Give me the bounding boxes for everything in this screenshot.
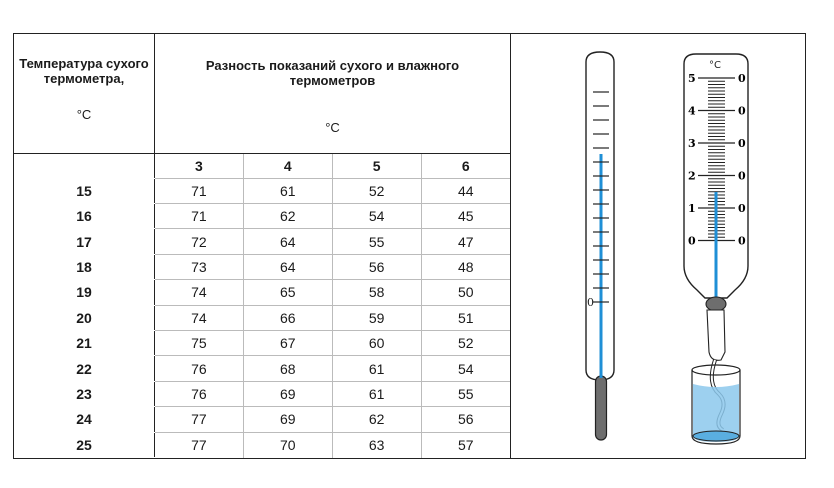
difference-header (155, 34, 511, 153)
wet-scale-left-label: 2 (688, 169, 696, 183)
dry-thermometer-bulb (596, 376, 607, 440)
dry-temperature-cell: 24 (14, 407, 155, 432)
wet-scale-left-label: 3 (688, 137, 696, 150)
humidity-value-cell: 51 (421, 305, 510, 330)
table-row (14, 432, 510, 457)
humidity-value-cell: 77 (191, 437, 207, 454)
wick-cloth (707, 310, 725, 360)
humidity-value-cell: 67 (243, 330, 332, 355)
wet-scale-right-label: 0 (738, 137, 746, 150)
humidity-value-cell: 71 (155, 178, 244, 203)
difference-column-header: 5 (332, 153, 421, 178)
wet-thermometer (684, 54, 748, 444)
table-row (14, 381, 510, 406)
wet-thermometer-bulb (706, 297, 726, 311)
wet-thermometer-unit: °C (709, 60, 721, 71)
dry-temperature-cell: 18 (14, 254, 155, 279)
humidity-value-cell: 64 (243, 254, 332, 279)
empty-corner-cell (14, 153, 155, 178)
cup-bottom (693, 431, 739, 441)
dry-thermometer (586, 52, 614, 440)
dry-temperature-unit: °C (76, 107, 92, 122)
relative-humidity-table (14, 34, 510, 458)
humidity-value-cell: 62 (243, 203, 332, 228)
humidity-value-cell: 57 (421, 432, 510, 457)
humidity-value-cell: 47 (421, 229, 510, 254)
table-row (14, 178, 510, 203)
humidity-value-cell: 65 (243, 280, 332, 305)
humidity-value-cell: 52 (421, 330, 510, 355)
humidity-value-cell: 77 (155, 407, 244, 432)
dry-temperature-cell: 17 (14, 229, 155, 254)
difference-title: Разность показаний сухого и влажного термометров (205, 58, 460, 88)
humidity-value-cell: 76 (155, 381, 244, 406)
humidity-value-cell: 45 (421, 203, 510, 228)
difference-unit: °C (325, 120, 340, 135)
table-row (14, 407, 510, 432)
wet-scale-right-label: 0 (738, 234, 746, 248)
humidity-value-cell: 66 (243, 305, 332, 330)
humidity-value-cell: 59 (332, 305, 421, 330)
humidity-value-cell: 48 (421, 254, 510, 279)
table-row (14, 254, 510, 279)
humidity-value-cell: 69 (243, 381, 332, 406)
humidity-value-cell: 69 (243, 407, 332, 432)
dry-temperature-cell: 19 (14, 280, 155, 305)
humidity-table-area (14, 34, 511, 458)
humidity-value-cell: 52 (332, 178, 421, 203)
humidity-value-cell: 54 (332, 203, 421, 228)
humidity-value-cell: 76 (155, 356, 244, 381)
humidity-value-cell: 68 (243, 356, 332, 381)
wet-scale-left-label: 5 (688, 72, 696, 85)
humidity-value-cell: 60 (332, 330, 421, 355)
dry-thermometer-zero-label: 0 (587, 296, 594, 309)
humidity-value-cell: 55 (332, 229, 421, 254)
wet-scale-left-label: 4 (688, 104, 696, 118)
table-row (14, 330, 510, 355)
dry-temperature-cell: 21 (14, 330, 155, 355)
table-row (14, 356, 510, 381)
humidity-value-cell: 63 (332, 432, 421, 457)
humidity-value-cell: 71 (155, 203, 244, 228)
wet-scale-left-label: 0 (688, 234, 696, 248)
cup-rim (692, 365, 740, 375)
difference-column-header: 6 (421, 153, 510, 178)
wet-scale-right-label: 0 (738, 169, 746, 183)
dry-temperature-header (14, 34, 155, 153)
dry-temperature-cell: 25 (14, 432, 155, 457)
humidity-value-cell: 64 (243, 229, 332, 254)
humidity-value-cell: 74 (155, 305, 244, 330)
humidity-value-cell: 62 (332, 407, 421, 432)
humidity-value-cell: 58 (332, 280, 421, 305)
wet-scale-right-label: 0 (738, 72, 746, 85)
humidity-value-cell: 54 (421, 356, 510, 381)
table-row (14, 229, 510, 254)
humidity-value-cell: 50 (421, 280, 510, 305)
difference-column-header: 3 (155, 153, 244, 178)
humidity-value-cell: 72 (155, 229, 244, 254)
humidity-value-cell: 75 (155, 330, 244, 355)
humidity-value-cell: 74 (155, 280, 244, 305)
difference-columns-row (14, 153, 510, 178)
humidity-value-cell: 44 (421, 178, 510, 203)
difference-column-header: 4 (243, 153, 332, 178)
table-row (14, 305, 510, 330)
wet-scale-left-label: 1 (688, 202, 696, 215)
wet-scale-right-label: 0 (738, 104, 746, 118)
humidity-value-cell: 56 (421, 407, 510, 432)
thermometers-illustration (511, 34, 805, 458)
table-header-row (14, 34, 510, 153)
dry-temperature-cell: 23 (14, 381, 155, 406)
psychrometric-figure (13, 33, 806, 459)
humidity-value-cell: 61 (243, 178, 332, 203)
humidity-value-cell: 56 (332, 254, 421, 279)
table-row (14, 203, 510, 228)
wet-scale-right-label: 0 (738, 202, 746, 215)
humidity-value-cell: 61 (332, 381, 421, 406)
dry-temperature-cell: 16 (14, 203, 155, 228)
dry-temperature-cell: 15 (14, 178, 155, 203)
humidity-value-cell: 61 (332, 356, 421, 381)
humidity-value-cell: 70 (243, 432, 332, 457)
humidity-value-cell: 55 (421, 381, 510, 406)
humidity-value-cell: 73 (155, 254, 244, 279)
dry-temperature-title: Температура сухого термометра, (19, 56, 149, 86)
dry-temperature-cell: 22 (14, 356, 155, 381)
dry-temperature-cell: 20 (14, 305, 155, 330)
table-row (14, 280, 510, 305)
